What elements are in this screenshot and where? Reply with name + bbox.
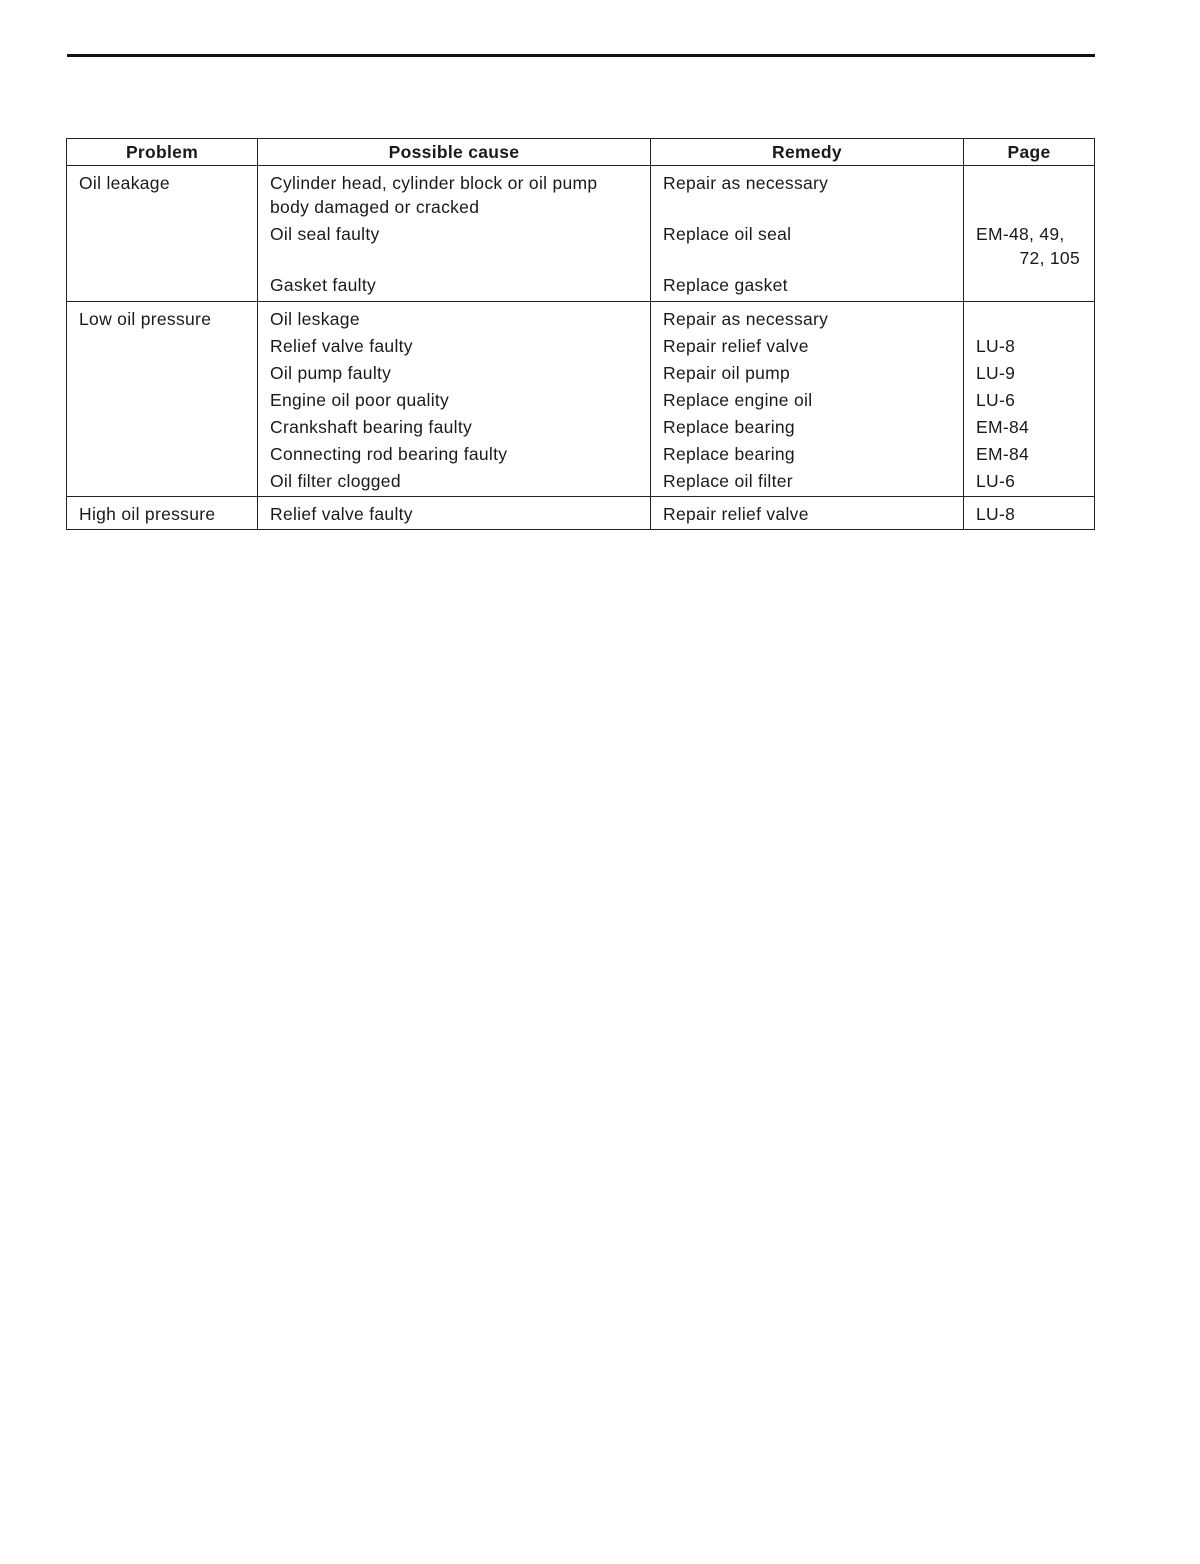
remedy-cell: Repair relief valve xyxy=(651,497,964,530)
problem-cell xyxy=(67,273,258,302)
cause-cell: Engine oil poor quality xyxy=(258,388,651,415)
page-ref-line: 72, 105 xyxy=(1019,248,1080,268)
cause-cell: Crankshaft bearing faulty xyxy=(258,415,651,442)
problem-cell xyxy=(67,388,258,415)
table-row xyxy=(67,415,1095,442)
table-row xyxy=(67,442,1095,469)
remedy-cell: Replace oil filter xyxy=(651,469,964,497)
problem-cell xyxy=(67,442,258,469)
cause-cell: Gasket faulty xyxy=(258,273,651,302)
problem-cell xyxy=(67,361,258,388)
remedy-cell: Replace bearing xyxy=(651,415,964,442)
table-row xyxy=(67,497,1095,530)
cause-cell: Oil leskage xyxy=(258,302,651,335)
table-row xyxy=(67,469,1095,497)
remedy-cell: Replace bearing xyxy=(651,442,964,469)
table-header-row xyxy=(67,139,1095,166)
table-row xyxy=(67,334,1095,361)
problem-cell: Low oil pressure xyxy=(67,302,258,335)
troubleshooting-table xyxy=(66,138,1095,530)
table-row xyxy=(67,302,1095,335)
page-cell: EM-84 xyxy=(964,442,1095,469)
page-cell: LU-8 xyxy=(964,497,1095,530)
page-cell: LU-9 xyxy=(964,361,1095,388)
remedy-cell: Replace engine oil xyxy=(651,388,964,415)
table-row xyxy=(67,361,1095,388)
cause-cell: Oil seal faulty xyxy=(258,222,651,273)
remedy-cell: Repair as necessary xyxy=(651,302,964,335)
problem-cell xyxy=(67,222,258,273)
cause-cell: Relief valve faulty xyxy=(258,497,651,530)
top-rule xyxy=(67,54,1095,57)
page-cell xyxy=(964,166,1095,223)
remedy-cell: Repair oil pump xyxy=(651,361,964,388)
problem-cell xyxy=(67,469,258,497)
page-ref-line: EM-48, 49, xyxy=(976,224,1065,244)
table-row xyxy=(67,166,1095,223)
problem-cell xyxy=(67,415,258,442)
cause-cell: Relief valve faulty xyxy=(258,334,651,361)
cause-cell: Oil pump faulty xyxy=(258,361,651,388)
table-row xyxy=(67,273,1095,302)
cause-cell: Oil filter clogged xyxy=(258,469,651,497)
header-remedy: Remedy xyxy=(651,139,964,166)
remedy-cell: Replace oil seal xyxy=(651,222,964,273)
header-page: Page xyxy=(964,139,1095,166)
header-cause: Possible cause xyxy=(258,139,651,166)
page-cell: LU-6 xyxy=(964,469,1095,497)
cause-cell: Cylinder head, cylinder block or oil pump body damaged or cracked xyxy=(258,166,651,223)
remedy-cell: Repair relief valve xyxy=(651,334,964,361)
page-cell: EM-84 xyxy=(964,415,1095,442)
page-cell: LU-8 xyxy=(964,334,1095,361)
page-cell: LU-6 xyxy=(964,388,1095,415)
table-row xyxy=(67,222,1095,273)
cause-cell: Connecting rod bearing faulty xyxy=(258,442,651,469)
header-problem: Problem xyxy=(67,139,258,166)
page-cell xyxy=(964,222,1095,273)
problem-cell: Oil leakage xyxy=(67,166,258,223)
page-cell xyxy=(964,302,1095,335)
table-row xyxy=(67,388,1095,415)
remedy-cell: Replace gasket xyxy=(651,273,964,302)
remedy-cell: Repair as necessary xyxy=(651,166,964,223)
problem-cell: High oil pressure xyxy=(67,497,258,530)
problem-cell xyxy=(67,334,258,361)
page-cell xyxy=(964,273,1095,302)
